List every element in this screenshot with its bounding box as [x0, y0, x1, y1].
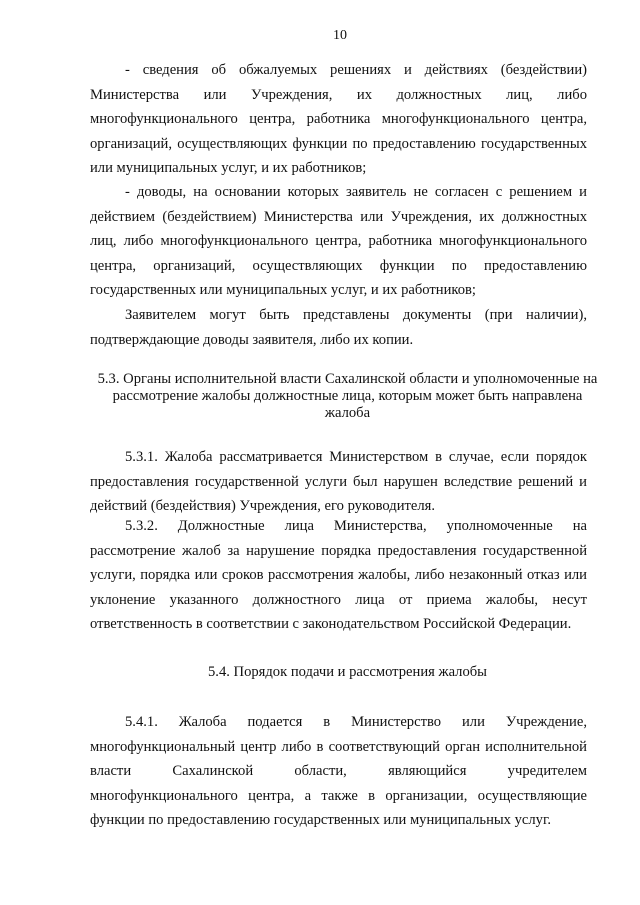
paragraph-supporting-documents: Заявителем могут быть представлены документы (при наличии), подтверждающие доводы заявителя, либо их копии.	[90, 307, 587, 348]
bullet-appeal-details: - сведения об обжалуемых решениях и действиях (бездействии) Министерства или Учреждения, их должностных лиц, либо многофункционального центра, работника многофункционального центра, организаций, осуществляющих функции по предоставлению государственных или муниципальных услуг, и их работников;	[90, 62, 587, 177]
section-heading-5-4: 5.4. Порядок подачи и рассмотрения жалобы	[208, 664, 487, 680]
page-number: 10	[333, 28, 347, 43]
paragraph-5-4-1: 5.4.1. Жалоба подается в Министерство или Учреждение, многофункциональный центр либо в соответствующий орган исполнительной власти Сахалинской области, являющийся учредителем многофункционального центра, а также в организации, осуществляющие функции по предоставлению государственных или муниципальных услуг.	[90, 714, 587, 829]
bullet-applicant-arguments: - доводы, на основании которых заявитель не согласен с решением и действием (бездействием) Министерства или Учреждения, их должностных лиц, либо многофункционального центра, работника многофункционального центра, организаций, осуществляющих функции по предоставлению государственных или муниципальных услуг, и их работников;	[90, 184, 587, 299]
paragraph-5-3-2: 5.3.2. Должностные лица Министерства, уполномоченные на рассмотрение жалоб за нарушение порядка предоставления государственной услуги, порядка или сроков рассмотрения жалобы, либо незаконный отказ или уклонение указанного должностного лица от приема жалобы, несут ответственность в соответствии с законодательством Российской Федерации.	[90, 518, 587, 633]
paragraph-5-3-1: 5.3.1. Жалоба рассматривается Министерством в случае, если порядок предоставления государственной услуги был нарушен вследствие решений и действий (бездействия) Учреждения, его руководителя.	[90, 449, 587, 515]
section-heading-5-3: 5.3. Органы исполнительной власти Сахалинской области и уполномоченные на рассмотрение жалобы должностные лица, которым может быть направлена жалоба	[97, 371, 598, 421]
